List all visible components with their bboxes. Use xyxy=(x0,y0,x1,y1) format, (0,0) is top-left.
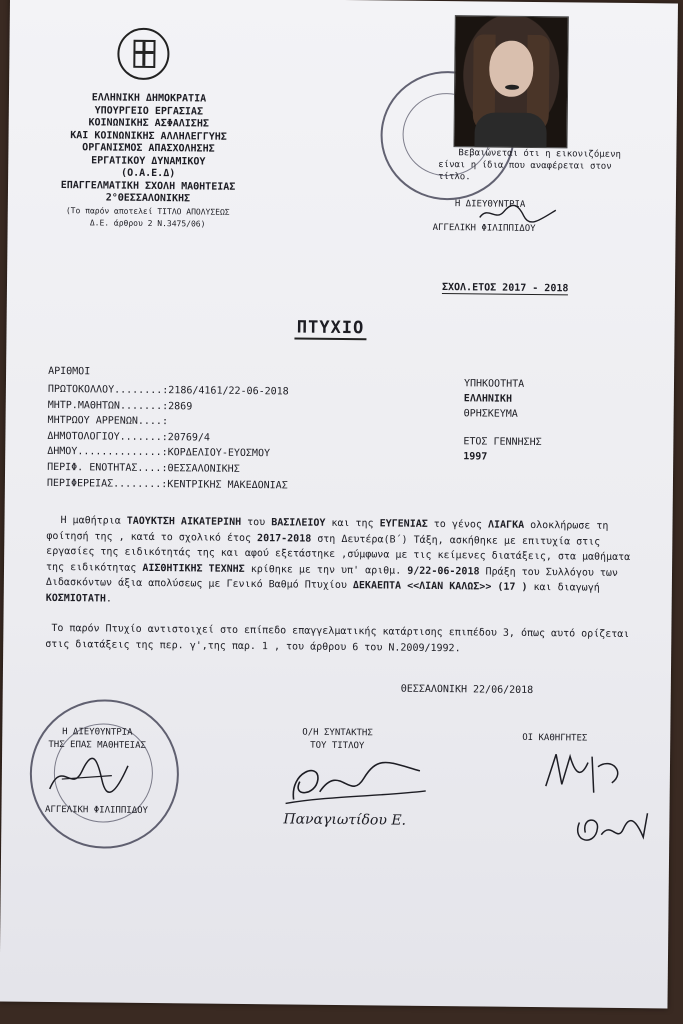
record-value: 2186/4161/22-06-2018 xyxy=(168,385,289,398)
header-line: ΚΟΙΝΩΝΙΚΗΣ ΑΣΦΑΛΙΣΗΣ xyxy=(88,117,209,130)
diploma-statement: Η μαθήτρια ΤΑΟΥΚΤΣΗ ΑΙΚΑΤΕΡΙΝΗ του ΒΑΣΙΛΕΙΟΥ και της ΕΥΓΕΝΙΑΣ το γένος ΛΙΑΓΚΑ ολοκλήρωσε τη φοίτησή της , κατά το σχολικό έτος 2017-2018 στη Δευτέρα(Β΄) Τάξη, ασκήθηκε με επιτυχία στις εργασίες της ειδικότητάς της και αφού εξετάστηκε ,σύμφωνα με τις κείμενες διατάξεις, στα μαθήματα της ειδικότητας ΑΙΣΘΗΤΙΚΗΣ ΤΕΧΝΗΣ κρίθηκε με την υπ' αριθμ. 9/22-06-2018 Πράξη του Συλλόγου των Διδασκόντων άξια απολύσεως με Γενικό Βαθμό Πτυχίου ΔΕΚΑΕΠΤΑ <<ΛΙΑΝ ΚΑΛΩΣ>> (17 ) και διαγωγή ΚΟΣΜΙΟΤΑΤΗ. xyxy=(45,515,631,605)
act-number: 9/22-06-2018 xyxy=(407,565,480,577)
record-label: ΔΗΜΟΤΟΛΟΓΙΟΥ.......: xyxy=(47,430,168,443)
header-line: ΕΠΑΓΓΕΛΜΑΤΙΚΗ ΣΧΟΛΗ ΜΑΘΗΤΕΙΑΣ xyxy=(60,179,236,193)
photo-caption-line: τίτλο. xyxy=(438,171,471,183)
director-school: ΤΗΣ ΕΠΑΣ ΜΑΘΗΤΕΙΑΣ xyxy=(48,739,146,751)
record-label: ΠΡΩΤΟΚΟΛΛΟΥ........: xyxy=(47,383,169,397)
director-signature xyxy=(42,749,133,800)
religion-label: ΘΡΗΣΚΕΥΜΑ xyxy=(463,408,518,420)
school-year xyxy=(442,282,569,294)
director-role: Η ΔΙΕΥΘΥΝΤΡΙΑ xyxy=(62,727,133,738)
teacher-signature-2 xyxy=(571,802,652,853)
maiden-name: ΛΙΑΓΚΑ xyxy=(487,519,525,531)
header-line: ΟΡΓΑΝΙΣΜΟΣ ΑΠΑΣΧΟΛΗΣΗΣ xyxy=(82,142,215,155)
student-name: ΤΑΟΥΚΤΣΗ ΑΙΚΑΤΕΡΙΝΗ xyxy=(126,515,242,528)
record-label: ΠΕΡΙΦΕΡΕΙΑΣ........: xyxy=(46,477,168,490)
photo-director-name: ΑΓΓΕΛΙΚΗ ΦΙΛΙΠΠΙΔΟΥ xyxy=(432,222,536,235)
conduct: ΚΟΣΜΙΟΤΑΤΗ xyxy=(45,592,106,605)
photo-caption-line: Βεβαιώνεται ότι η εικονιζόμενη xyxy=(458,148,622,160)
photo-caption-line: είναι η ίδια που αναφέρεται στον xyxy=(438,159,612,172)
header-line: ΥΠΟΥΡΓΕΙΟ ΕΡΓΑΣΙΑΣ xyxy=(94,104,204,118)
birth-year-value: 1997 xyxy=(463,451,488,463)
author-role: Ο/Η ΣΥΝΤΑΚΤΗΣ xyxy=(302,727,373,739)
header-note: Δ.Ε. άρθρου 2 Ν.3475/06) xyxy=(89,218,206,229)
header-line: (Ο.Α.Ε.Δ) xyxy=(121,167,176,180)
record-value: 20769/4 xyxy=(167,431,211,444)
author-handwritten-name: Παναγιωτίδου Ε. xyxy=(283,811,407,829)
specialty: ΑΙΣΘΗΤΙΚΗΣ ΤΕΧΝΗΣ xyxy=(142,562,245,575)
father-name: ΒΑΣΙΛΕΙΟΥ xyxy=(271,517,326,529)
record-value: ΘΕΣΣΑΛΟΝΙΚΗΣ xyxy=(167,463,240,475)
citizenship-value: ΕΛΛΗΝΙΚΗ xyxy=(463,393,513,405)
record-label: ΔΗΜΟΥ..............: xyxy=(47,446,168,459)
qualification-level-statement: Το παρόν Πτυχίο αντιστοιχεί στο επίπεδο επαγγελματικής κατάρτισης επιπέδου 3, όπως αυτό ορίζεται στις διατάξεις της περ. γ',της παρ. 1 , του άρθρου 6 του Ν.2009/1992. xyxy=(45,622,630,654)
header-line: ΕΡΓΑΤΙΚΟΥ ΔΥΝΑΜΙΚΟΥ xyxy=(91,154,206,168)
photo-director-role: Η ΔΙΕΥΘΥΝΤΡΙΑ xyxy=(454,199,526,210)
director-signature-top xyxy=(478,201,558,224)
records-table xyxy=(47,382,289,494)
teachers-label: ΟΙ ΚΑΘΗΓΗΤΕΣ xyxy=(522,732,588,744)
header-line: ΚΑΙ ΚΟΙΝΩΝΙΚΗΣ ΑΛΛΗΛΕΓΓΥΗΣ xyxy=(70,129,227,143)
record-label: ΜΗΤΡΩΟΥ ΑΡΡΕΝΩΝ....: xyxy=(47,415,169,428)
record-value: 2869 xyxy=(168,400,193,413)
record-label: ΜΗΤΡ.ΜΑΘΗΤΩΝ.......: xyxy=(47,399,169,412)
record-value: ΚΟΡΔΕΛΙΟΥ-ΕΥΟΣΜΟΥ xyxy=(167,447,271,460)
citizenship-label: ΥΠΗΚΟΟΤΗΤΑ xyxy=(463,378,525,390)
birth-year-label: ΕΤΟΣ ΓΕΝΝΗΣΗΣ xyxy=(463,436,542,449)
greek-coat-of-arms-icon xyxy=(117,28,170,81)
student-photo xyxy=(453,15,568,148)
director-name: ΑΓΓΕΛΙΚΗ ΦΙΛΙΠΠΙΔΟΥ xyxy=(44,804,149,816)
document-title xyxy=(6,314,654,341)
place-and-date: ΘΕΣΣΑΛΟΝΙΚΗ 22/06/2018 xyxy=(400,683,534,697)
issuer-header xyxy=(48,92,249,232)
school-year-value: ΣΧΟΛ.ΕΤΟΣ 2017 - 2018 xyxy=(441,282,569,295)
author-role-2: ΤΟΥ ΤΙΤΛΟΥ xyxy=(310,740,365,752)
final-grade: ΔΕΚΑΕΠΤΑ <<ΛΙΑΝ ΚΑΛΩΣ>> (17 ) xyxy=(352,580,528,593)
header-line: ΕΛΛΗΝΙΚΗ ΔΗΜΟΚΡΑΤΙΑ xyxy=(91,92,207,105)
record-row xyxy=(47,475,288,493)
records-heading: ΑΡΙΘΜΟΙ xyxy=(48,365,91,378)
teacher-signature-1 xyxy=(542,746,633,797)
header-note: (Το παρόν αποτελεί ΤΙΤΛΟ ΑΠΟΛΥΣΕΩΣ xyxy=(65,205,230,217)
document-title-text: ΠΤΥΧΙΟ xyxy=(295,318,367,341)
header-line: 2°ΘΕΣΣΑΛΟΝΙΚΗΣ xyxy=(105,192,191,205)
record-label: ΠΕΡΙΦ. ΕΝΟΤΗΤΑΣ....: xyxy=(47,461,168,475)
academic-year: 2017-2018 xyxy=(257,532,312,545)
mother-name: ΕΥΓΕΝΙΑΣ xyxy=(379,518,428,530)
record-value: ΚΕΝΤΡΙΚΗΣ ΜΑΚΕΔΟΝΙΑΣ xyxy=(167,478,288,491)
